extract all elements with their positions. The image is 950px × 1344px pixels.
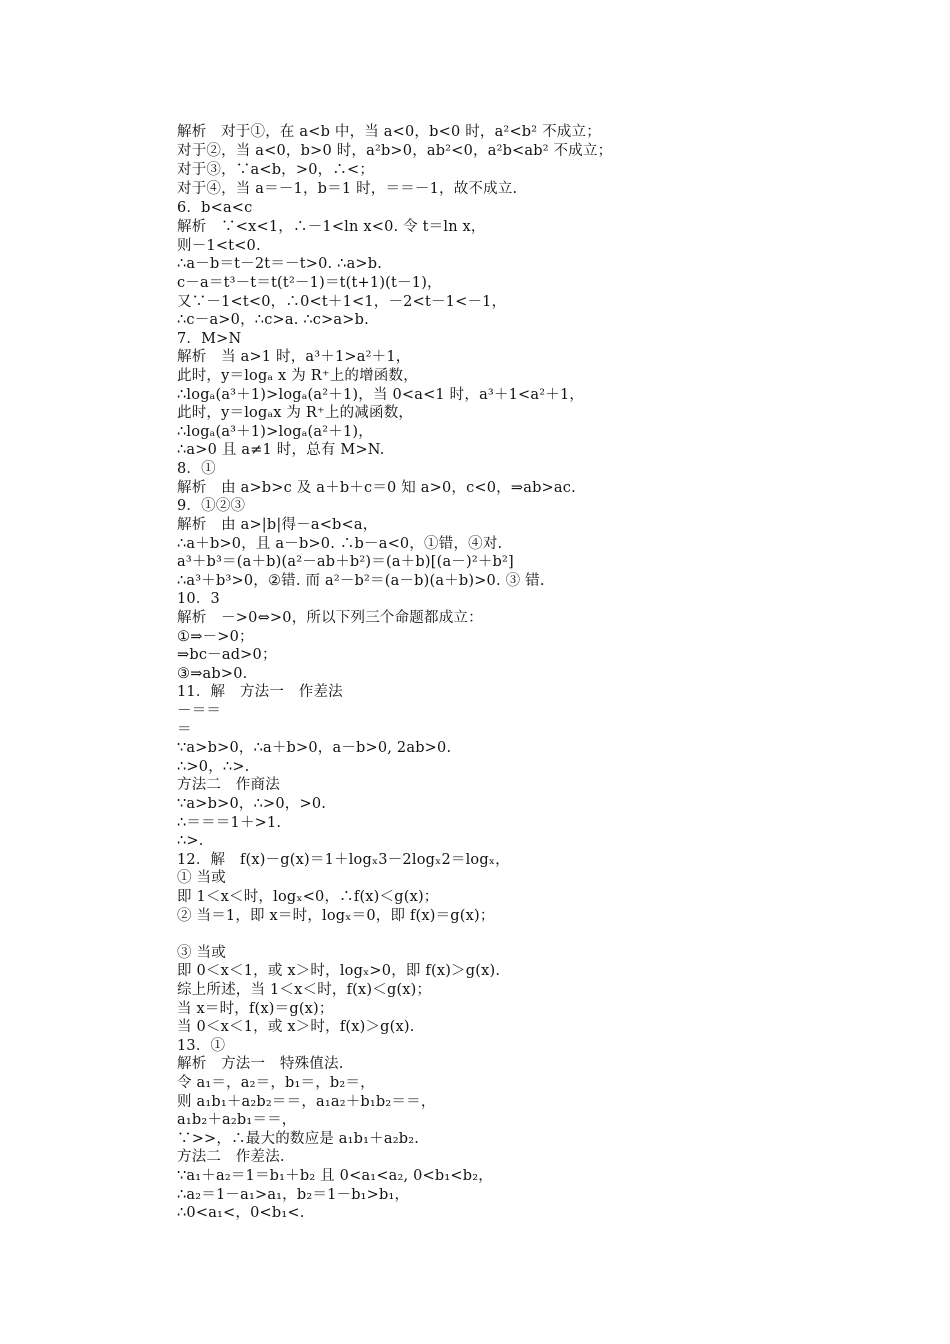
text-line: 方法二 作商法 [177, 777, 280, 793]
text-line: 方法二 作差法. [177, 1149, 285, 1165]
text-line: 则－1<t<0. [177, 238, 261, 254]
text-line: 又∵－1<t<0，∴0<t＋1<1，－2<t－1<－1， [177, 294, 507, 310]
text-line: ∴logₐ(a³＋1)>logₐ(a²＋1)，当 0<a<1 时，a³＋1<a²＋1， [177, 387, 585, 403]
text-line: ∵a>b>0，∴>0，>0. [177, 796, 327, 812]
text-line: 当 0＜x＜1，或 x＞时，f(x)＞g(x). [177, 1019, 415, 1035]
text-line: ∵>>，∴最大的数应是 a₁b₁＋a₂b₂. [177, 1131, 420, 1147]
text-line: ∴a₂＝1－a₁>a₁，b₂＝1－b₁>b₁， [177, 1187, 410, 1203]
text-line: a³＋b³＝(a＋b)(a²－ab＋b²)＝(a＋b)[(a－)²＋b²] [177, 554, 514, 570]
text-line: 解析 由 a>|b|得－a<b<a， [177, 517, 378, 533]
text-line: ∴＝＝＝1＋>1. [177, 815, 282, 831]
text-line: 6．b<a<c [177, 200, 253, 216]
text-line: ＝ [177, 722, 192, 738]
text-line: 即 0＜x＜1，或 x＞时，logₓ>0，即 f(x)＞g(x). [177, 963, 501, 979]
text-line: ①⇒－>0； [177, 629, 254, 645]
text-line: 此时，y＝logₐx 为 R⁺上的减函数， [177, 405, 414, 421]
text-line: 对于②，当 a<0，b>0 时，a²b>0，ab²<0，a²b<ab² 不成立； [177, 143, 613, 159]
text-line: ∴a－b＝t－2t＝－t>0. ∴a>b. [177, 256, 383, 272]
text-line: 综上所述，当 1＜x＜时，f(x)＜g(x)； [177, 982, 432, 998]
text-line: ② 当＝1，即 x＝时，logₓ＝0，即 f(x)＝g(x)； [177, 908, 495, 924]
text-line: －＝＝ [177, 703, 222, 719]
text-line: 解析 当 a>1 时，a³＋1>a²＋1， [177, 349, 411, 365]
text-line: ∴c－a>0，∴c>a. ∴c>a>b. [177, 312, 369, 328]
text-line: 解析 由 a>b>c 及 a＋b＋c＝0 知 a>0，c<0，⇒ab>ac. [177, 480, 576, 496]
text-line: ∴>0，∴>. [177, 759, 250, 775]
text-line: a₁b₂＋a₂b₁＝＝， [177, 1112, 297, 1128]
text-line: 此时，y＝logₐ x 为 R⁺上的增函数， [177, 368, 418, 384]
text-line: 令 a₁＝，a₂＝，b₁＝，b₂＝， [177, 1075, 375, 1091]
text-line: ∴a＋b>0，且 a－b>0. ∴b－a<0，①错，④对. [177, 536, 503, 552]
text-line: 10．3 [177, 591, 220, 607]
text-line: ∴a³＋b³>0，②错. 而 a²－b²＝(a－b)(a＋b)>0. ③ 错. [177, 573, 545, 589]
text-line: 解析 ∵<x<1，∴－1<ln x<0. 令 t＝ln x， [177, 219, 486, 235]
text-line: 当 x＝时，f(x)＝g(x)； [177, 1001, 334, 1017]
text-line: 11．解 方法一 作差法 [177, 684, 343, 700]
text-line: 解析 对于①，在 a<b 中，当 a<0，b<0 时，a²<b² 不成立； [177, 124, 601, 140]
text-line: ③ 当或 [177, 945, 226, 961]
text-line: 对于④，当 a＝－1，b＝1 时，＝＝－1，故不成立. [177, 181, 518, 197]
text-line: 12．解 f(x)－g(x)＝1＋logₓ3－2logₓ2＝logₓ， [177, 852, 510, 868]
text-line: 即 1＜x＜时，logₓ<0，∴f(x)＜g(x)； [177, 889, 439, 905]
text-line: ⇒bc－ad>0； [177, 647, 277, 663]
text-line: 解析 －>0⇔>0，所以下列三个命题都成立： [177, 610, 483, 626]
text-line: ∵a₁＋a₂＝1＝b₁＋b₂ 且 0<a₁<a₂, 0<b₁<b₂， [177, 1168, 493, 1184]
text-line: ① 当或 [177, 870, 226, 886]
text-line: 7．M>N [177, 331, 242, 347]
text-line: ∴0<a₁<，0<b₁<. [177, 1205, 305, 1221]
text-line: 13．① [177, 1038, 226, 1054]
text-line: 8．① [177, 461, 216, 477]
text-line: c－a＝t³－t＝t(t²－1)＝t(t+1)(t－1)， [177, 275, 442, 291]
text-line: 9．①②③ [177, 498, 246, 514]
text-line: ∵a>b>0，∴a＋b>0，a－b>0, 2ab>0. [177, 740, 452, 756]
text-line: 则 a₁b₁＋a₂b₂＝＝，a₁a₂＋b₁b₂＝＝， [177, 1094, 436, 1110]
text-line: 对于③，∵a<b，>0，∴<； [177, 162, 375, 178]
text-line: 解析 方法一 特殊值法. [177, 1056, 344, 1072]
text-line: ∴a>0 且 a≠1 时，总有 M>N. [177, 442, 385, 458]
text-line: ∴logₐ(a³＋1)>logₐ(a²＋1)， [177, 424, 373, 440]
text-line: ③⇒ab>0. [177, 666, 248, 682]
text-line: ∴>. [177, 833, 204, 849]
